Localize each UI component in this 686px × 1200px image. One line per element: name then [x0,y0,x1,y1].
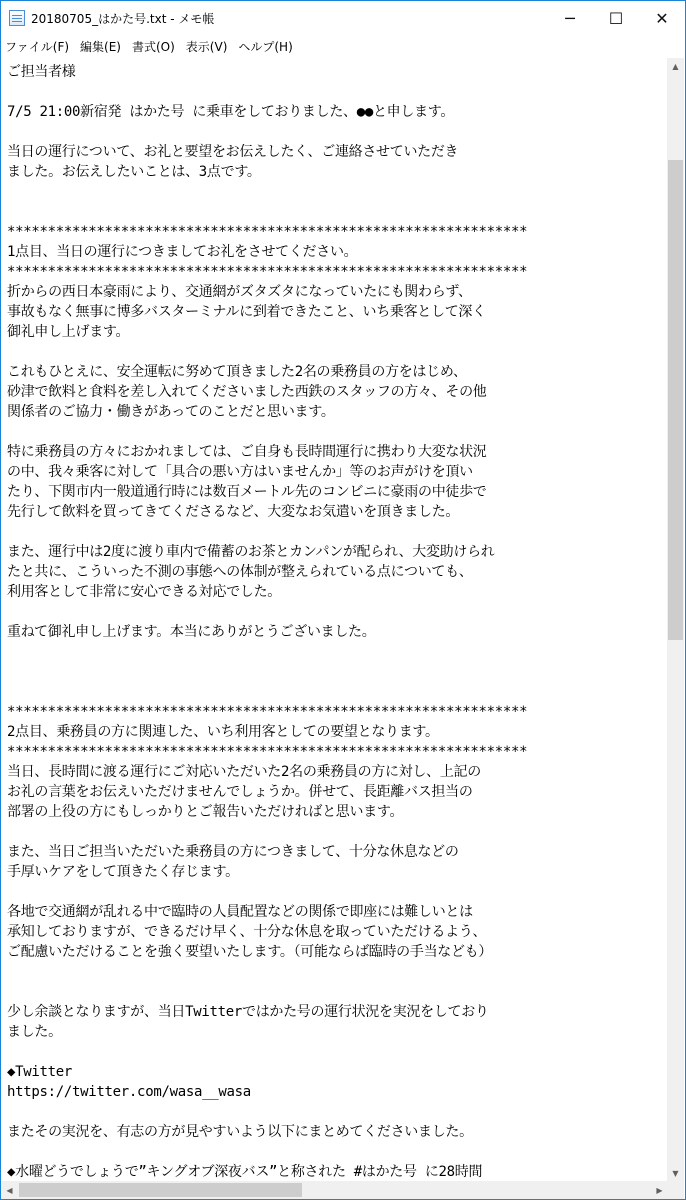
text-line: 承知しておりますが、できるだけ早く、十分な休息を取っていただけるよう、 [7,924,487,940]
text-line: たり、下関市内一般道通行時には数百メートル先のコンビニに豪雨の中徒歩で [7,484,487,500]
text-line: 少し余談となりますが、当日Twitterではかた号の運行状況を実況をしており [7,1004,489,1020]
scrollbar-corner [667,1181,684,1199]
text-line: **************************************************************** [7,704,528,720]
text-line [7,182,527,202]
menu-file[interactable]: ファイル(F) [5,39,70,54]
text-line: **************************************************************** [7,224,528,240]
text-line: 御礼申し上げます。 [7,324,130,340]
text-line [7,822,527,842]
window-title: 20180705_はかた号.txt - メモ帳 [31,11,215,26]
text-line: **************************************************************** [7,264,528,280]
text-line [7,82,527,102]
maximize-button[interactable]: ☐ [608,8,624,28]
text-line: ◆Twitter [7,1064,73,1080]
text-line [7,982,527,1002]
text-line: 1点目、当日の運行につきましてお礼をさせてください。 [7,244,358,260]
text-line: 部署の上役の方にもしっかりとご報告いただければと思います。 [7,804,404,820]
title-bar[interactable] [1,1,685,35]
text-line [7,202,527,222]
text-line: またその実況を、有志の方が見やすいよう以下にまとめてくださいました。 [7,1124,473,1140]
vertical-scroll-thumb[interactable] [668,160,683,640]
text-line: 各地で交通網が乱れる中で臨時の人員配置などの関係で即座には難しいとは [7,904,473,920]
text-line [7,422,527,442]
scroll-left-button[interactable]: ◀ [6,1185,13,1195]
text-line: たと共に、こういった不測の事態への体制が整えられている点についても、 [7,564,473,580]
text-line: ました。 [7,1024,62,1040]
text-line [7,1042,527,1062]
text-line: 関係者のご協力・働きがあってのことだと思います。 [7,404,335,420]
text-line: 7/5 21:00新宿発 はかた号 に乗車をしておりました、●●と申します。 [7,104,455,120]
text-line [7,522,527,542]
text-line [7,122,527,142]
text-line: ご配慮いただけることを強く要望いたします。（可能ならば臨時の手当なども） [7,944,493,960]
menu-bar [1,35,685,57]
text-line: 2点目、乗務員の方に関連した、いち利用客としての要望となります。 [7,724,439,740]
menu-view[interactable]: 表示(V) [185,39,228,54]
text-line: 折からの西日本豪雨により、交通網がズタズタになっていたにも関わらず、 [7,284,472,300]
text-line [7,342,527,362]
text-line: 利用客として非常に安心できる対応でした。 [7,584,281,600]
document-text[interactable] [7,62,527,1182]
text-line: 特に乗務員の方々におかれましては、ご自身も長時間運行に携わり大変な状況 [7,444,487,460]
scroll-up-button[interactable]: ▲ [672,62,679,71]
text-line: の中、我々乗客に対して「具合の悪い方はいませんか」等のお声がけを頂い [7,464,473,480]
menu-help[interactable]: ヘルプ(H) [238,39,293,54]
text-line: 重ねて御礼申し上げます。本当にありがとうございました。 [7,624,376,640]
notepad-icon[interactable] [9,10,25,26]
text-line: 手厚いケアをして頂きたく存じます。 [7,864,239,880]
text-line [7,1102,527,1122]
horizontal-scroll-thumb[interactable] [19,1183,302,1197]
scroll-down-button[interactable]: ▼ [672,1169,679,1178]
text-line [7,602,527,622]
text-line: 先行して飲料を買ってきてくださるなど、大変なお気遣いを頂きました。 [7,504,460,520]
minimize-button[interactable]: ─ [565,8,575,28]
text-line: 当日の運行について、お礼と要望をお伝えしたく、ご連絡させていただき [7,144,459,160]
text-line: お礼の言葉をお伝えいただけませんでしょうか。併せて、長距離バス担当の [7,784,473,800]
text-line [7,962,527,982]
text-line: 砂津で飲料と食料を差し入れてくださいました西鉄のスタッフの方々、その他 [7,384,487,400]
menu-edit[interactable]: 編集(E) [80,39,121,54]
vertical-scrollbar[interactable] [667,58,684,1182]
text-line: これもひとえに、安全運転に努めて頂きました2名の乗務員の方をはじめ、 [7,364,467,380]
text-line: ◆水曜どうでしょうで”キングオブ深夜バス”と称された #はかた号 に28時間 [7,1164,483,1180]
text-line [7,682,527,702]
close-button[interactable]: ✕ [655,8,669,28]
text-line: https://twitter.com/wasa__wasa [7,1084,251,1100]
horizontal-scrollbar[interactable] [1,1181,668,1199]
caption-buttons [547,1,685,35]
text-line: 事故もなく無事に博多バスターミナルに到着できたこと、いち乗客として深く [7,304,486,320]
text-line: また、運行中は2度に渡り車内で備蓄のお茶とカンパンが配られ、大変助けられ [7,544,495,560]
text-line [7,662,527,682]
text-editor[interactable] [1,58,668,1182]
menu-format[interactable]: 書式(O) [131,39,175,54]
text-line [7,1142,527,1162]
text-line: ました。お伝えしたいことは、3点です。 [7,164,261,180]
text-line: また、当日ご担当いただいた乗務員の方につきまして、十分な休息などの [7,844,459,860]
text-line: **************************************************************** [7,744,528,760]
scroll-right-button[interactable]: ▶ [656,1185,663,1195]
text-line [7,882,527,902]
text-line: ご担当者様 [7,64,76,80]
text-line [7,642,527,662]
text-line: 当日、長時間に渡る運行にご対応いただいた2名の乗務員の方に対し、上記の [7,764,481,780]
